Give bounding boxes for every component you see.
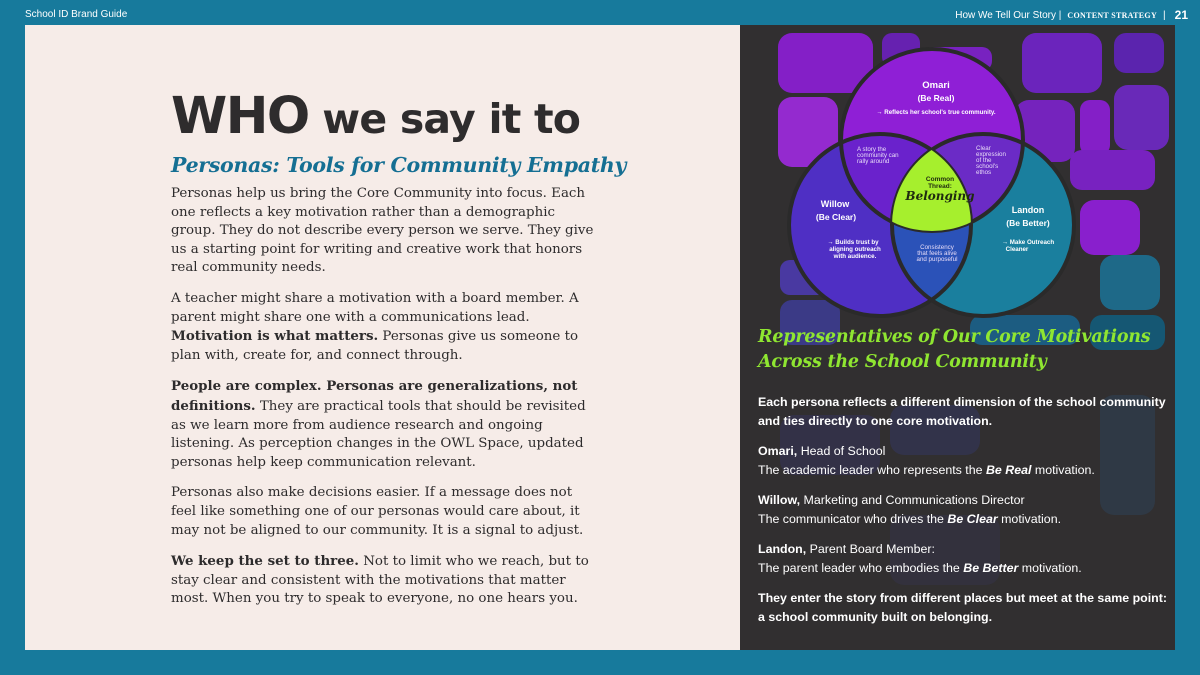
section-label: How We Tell Our Story | [955,9,1062,21]
section-header [955,8,1188,22]
section-caps: CONTENT STRATEGY [1067,10,1158,20]
paragraph-5 [171,552,601,609]
ov-right-5: ethos [976,169,992,176]
omari-desc-a: The academic leader who represents the [758,463,986,477]
ov-right-2: expression [976,151,1006,158]
ov-right-3: of the [976,157,992,164]
body-text [171,185,601,621]
landon-motive: Be Better [963,561,1019,575]
paragraph-1: Personas help us bring the Core Community into focus. Each one reflects a key motivation rather than a demographic group. They do not describe every person we serve. They give us a starting point for writing and creative work that honors real community needs. [171,186,594,276]
willow-name: Willow, [758,493,801,507]
landon-role: Parent Board Member: [806,542,935,556]
paragraph-2-b: Personas give us someone to plan with, create for, and connect through. [171,329,579,363]
willow-desc-b: motivation. [997,512,1062,526]
omari-role: Head of School [797,444,886,458]
paragraph-3 [171,377,601,472]
tile-12 [1100,255,1160,310]
note-omari: → Reflects her school's true community. [876,109,996,116]
paragraph-4: Personas also make decisions easier. If a message does not feel like something one of our personas would care about, it may not be aligned to our community. It is a signal to adjust. [171,485,584,538]
label-willow-motive: (Be Clear) [815,212,857,222]
note-willow-2: aligning outreach [829,246,881,253]
willow-role: Marketing and Communications Director [800,493,1025,507]
tile-5 [1022,33,1102,93]
paragraph-2-bold: Motivation is what matters. [171,328,379,345]
label-landon-motive: (Be Better) [1006,218,1050,228]
page-number: 21 [1174,8,1188,22]
persona-landon [758,540,1168,578]
label-landon: Landon [1011,205,1045,215]
willow-motive: Be Clear [947,512,998,526]
guide-label: School ID Brand Guide [25,9,128,20]
omari-desc-b: motivation. [1031,463,1095,477]
landon-desc-a: The parent leader who embodies the [758,561,964,575]
label-omari: Omari [922,80,950,91]
tile-6 [1114,33,1164,73]
ov-bottom-3: and purposeful [916,256,958,263]
note-willow-3: with audience. [833,253,877,260]
page-title [171,87,580,146]
paragraph-2-a: A teacher might share a motivation with a board member. A parent might share one with a communications lead. [171,290,579,325]
ov-bottom-2: that feels alive [917,250,957,257]
persona-willow [758,491,1168,529]
ov-left-2: community can [857,152,899,159]
title-rest: we say it to [308,95,581,143]
center-common: Common [925,176,955,183]
section-end: | [1163,9,1166,21]
note-landon-1: → Make Outreach [1001,239,1055,246]
paragraph-5-bold: We keep the set to three. [171,553,359,570]
motivations-title: Representatives of Our Core Motivations Across the School Community [758,327,1151,372]
omari-motive: Be Real [985,463,1032,477]
tile-9 [1114,85,1169,150]
right-page [740,25,1175,650]
ov-right-1: Clear [976,145,991,152]
persona-descriptions [758,393,1168,638]
ov-left-1: A story the [857,146,887,153]
paragraph-2 [171,290,601,365]
note-willow-1: → Builds trust by [827,239,879,246]
ov-bottom-1: Consistency [920,244,954,251]
paragraph-3-bold: People are complex. Personas are generalizations, not definitions. [171,378,578,414]
paragraph-5-b: Not to limit who we reach, but to stay clear and consistent with the motivations that matter most. When you try to speak to everyone, no one hears you. [171,554,589,607]
tile-8 [1080,100,1110,155]
note-landon-2: Cleaner [1005,246,1029,253]
tile-10 [1070,150,1155,190]
left-page [25,25,740,650]
landon-desc-b: motivation. [1018,561,1082,575]
persona-omari [758,442,1168,480]
page-subtitle: Personas: Tools for Community Empathy [171,153,627,177]
header-bar [0,0,1200,25]
ov-right-4: school's [976,163,999,170]
tile-11 [1080,200,1140,255]
center-thread: Thread: [928,183,952,190]
label-omari-motive: (Be Real) [917,93,955,103]
landon-name: Landon, [758,542,807,556]
ov-left-3: rally around [857,158,890,165]
paragraph-3-b: They are practical tools that should be revisited as we learn more from audience research and ongoing listening. As perception changes in the OWL Space, updated personas help keep communication relevant. [171,398,586,470]
willow-desc-a: The communicator who drives the [758,512,948,526]
omari-name: Omari, [758,444,798,458]
persona-intro: Each persona reflects a different dimension of the school community and ties directly to one core motivation. [758,395,1166,428]
title-who: WHO [171,87,309,146]
label-willow: Willow [820,199,850,209]
persona-closing: They enter the story from different places but meet at the same point: a school community built on belonging. [758,591,1167,624]
center-belonging: Belonging [905,189,975,203]
